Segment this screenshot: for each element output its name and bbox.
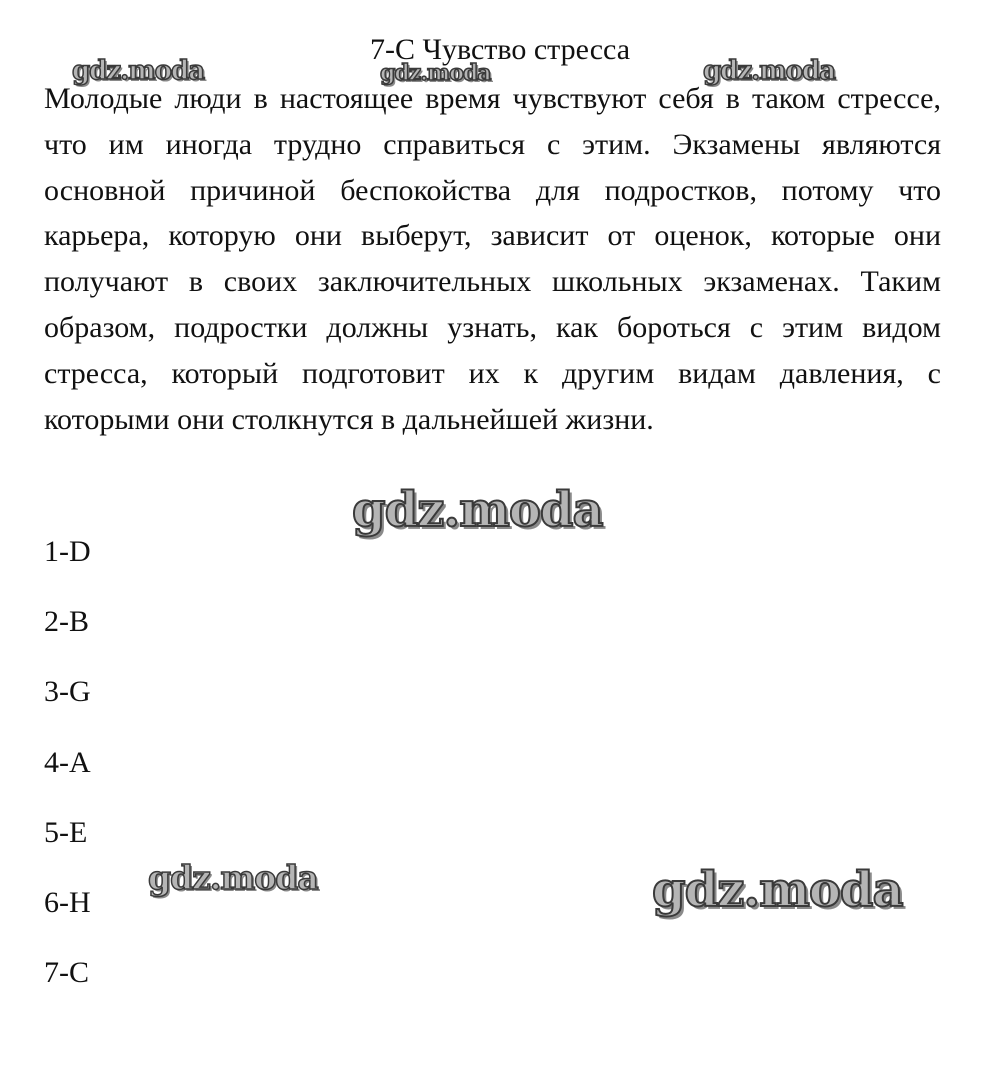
answer-item: 4-A xyxy=(44,745,91,779)
page-title: 7-С Чувство стресса xyxy=(369,33,631,66)
answer-list xyxy=(44,534,91,1025)
answer-item: 3-G xyxy=(44,675,91,709)
answer-item: 2-B xyxy=(44,605,89,639)
watermark-logo: gdz.moda xyxy=(72,56,205,86)
answer-item: 1-D xyxy=(44,535,91,568)
body-paragraph: Молодые люди в настоящее время чувствуют себя в таком стрессе, что им иногда трудно справиться с этим. Экзамены являются основной причиной беспокойства для подростков, потому что карьера, которую они выберут, зависит от оценок, которые они получают в своих заключительных школьных экзаменах. Таким образом, подростки должны узнать, как бороться с этим видом стресса, который подготовит их к другим видам давления, с которыми они столкнутся в дальнейшей жизни. xyxy=(44,82,941,436)
watermark-logo: gdz.moda xyxy=(380,60,491,86)
answer-item: 6-H xyxy=(44,885,91,919)
answer-item: 7-C xyxy=(44,956,89,990)
watermark-logo: gdz.moda xyxy=(652,862,903,918)
watermark-logo: gdz.moda xyxy=(352,482,603,538)
watermark-logo: gdz.moda xyxy=(148,858,318,897)
answer-item: 5-E xyxy=(44,815,88,849)
watermark-logo: gdz.moda xyxy=(703,56,836,86)
